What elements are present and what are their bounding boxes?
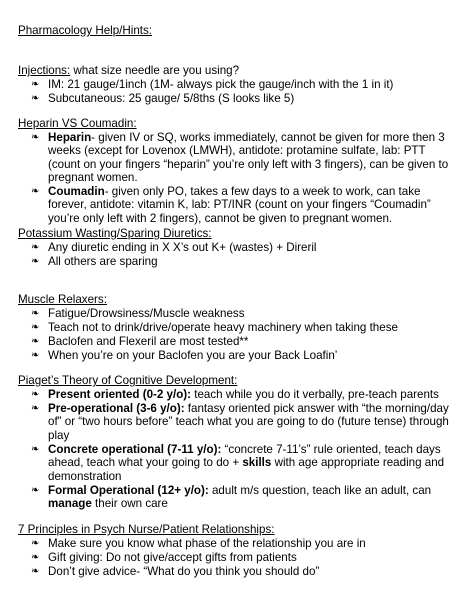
list-item-text [48,402,456,442]
document-title: Pharmacology Help/Hints: [18,24,153,37]
section-heading-muscle-relaxers: Muscle Relaxers: [18,293,107,306]
list-item [31,565,456,578]
stage-name: Pre-operational (3-6 y/o): [48,402,185,415]
stage-name: Formal Operational (12+ y/o): [48,484,209,497]
stage-emphasis: manage [48,497,92,511]
list-item [31,185,456,225]
bullet-icon: ❧ [31,79,40,90]
list-item [31,551,456,564]
bullet-icon: ❧ [31,242,40,253]
list-item [31,349,456,362]
section-heading-psych: 7 Principles in Psych Nurse/Patient Relationships: [18,523,275,536]
list-item-text: When you’re on your Baclofen you are your Back Loafin’ [48,349,338,362]
bullet-icon: ❧ [31,186,40,197]
drug-description: - given IV or SQ, works immediately, cannot be given for more then 3 weeks (except for Lovenox (LMWH), antidote: protamine sulfate, lab: PTT (count on your fingers “heparin” you’re only left with 3 fingers), can be given to pregnant women. [48,131,449,185]
list-item-text: Gift giving: Do not give/accept gifts from patients [48,551,297,564]
list-item-text [48,388,456,401]
list-item [31,402,456,442]
bullet-icon: ❧ [31,538,40,549]
list-item-text: Baclofen and Flexeril are most tested** [48,335,249,348]
bullet-icon: ❧ [31,308,40,319]
stage-description: fantasy oriented pick answer with “the morning/day of” or “two hours before” teach what you are going to do (future tense) through play [48,402,449,442]
stage-emphasis: skills [242,456,272,470]
list-item [31,92,456,105]
stage-description: adult m/s question, teach like an adult, can [208,484,432,497]
list-item [31,443,456,483]
list-item [31,321,456,334]
bullet-icon: ❧ [31,566,40,577]
list-item [31,241,456,254]
injections-line [18,64,239,77]
list-item [31,78,456,91]
list-item-text: Make sure you know what phase of the relationship you are in [48,537,366,550]
list-item-text [48,131,456,185]
bullet-icon: ❧ [31,350,40,361]
injections-label: Injections: [18,64,71,77]
injections-question: what size needle are you using? [70,64,240,77]
bullet-icon: ❧ [31,322,40,333]
stage-description: “concrete 7-11’s” rule oriented, teach days ahead, teach what your going to do + [48,443,441,470]
list-item-text: Subcutaneous: 25 gauge/ 5/8ths (S looks like 5) [48,92,295,105]
list-item-text: Any diuretic ending in X X’s out K+ (wastes) + Direril [48,241,317,254]
bullet-icon: ❧ [31,336,40,347]
stage-name: Present oriented (0-2 y/o): [48,388,192,401]
bullet-icon: ❧ [31,552,40,563]
list-item-text: IM: 21 gauge/1inch (1M- always pick the gauge/inch with the 1 in it) [48,78,394,91]
list-item [31,131,456,185]
list-item-text: Teach not to drink/drive/operate heavy machinery when taking these [48,321,398,334]
stage-description-cont: with age appropriate reading and demonstration [48,456,445,483]
list-item-text: Fatigue/Drowsiness/Muscle weakness [48,307,245,320]
list-item [31,484,456,511]
list-item [31,255,456,268]
list-item-text [48,484,456,511]
bullet-icon: ❧ [31,132,40,143]
stage-name: Concrete operational (7-11 y/o): [48,443,222,456]
bullet-icon: ❧ [31,444,40,455]
list-item-text: Don’t give advice- “What do you think you should do” [48,565,320,578]
section-heading-heparin: Heparin VS Coumadin: [18,117,137,130]
stage-description: teach while you do it verbally, pre-teach parents [191,388,439,401]
drug-description: - given only PO, takes a few days to a week to work, can take forever, antidote: vitamin K, lab: PT/INR (count on your fingers “Coumadin” you’re only left with 2 fingers), cannot be given to pregnant women. [48,185,431,225]
drug-name: Heparin [48,131,92,144]
section-heading-piaget: Piaget’s Theory of Cognitive Development: [18,374,238,387]
drug-name: Coumadin [48,185,105,198]
list-item [31,537,456,550]
list-item-text: All others are sparing [48,255,158,268]
list-item [31,388,456,401]
list-item-text [48,185,456,225]
list-item [31,335,456,348]
bullet-icon: ❧ [31,256,40,267]
bullet-icon: ❧ [31,389,40,400]
list-item [31,307,456,320]
bullet-icon: ❧ [31,93,40,104]
bullet-icon: ❧ [31,403,40,414]
section-heading-potassium: Potassium Wasting/Sparing Diuretics: [18,227,212,240]
list-item-text [48,443,456,483]
stage-description-cont: their own care [91,497,168,511]
bullet-icon: ❧ [31,485,40,496]
